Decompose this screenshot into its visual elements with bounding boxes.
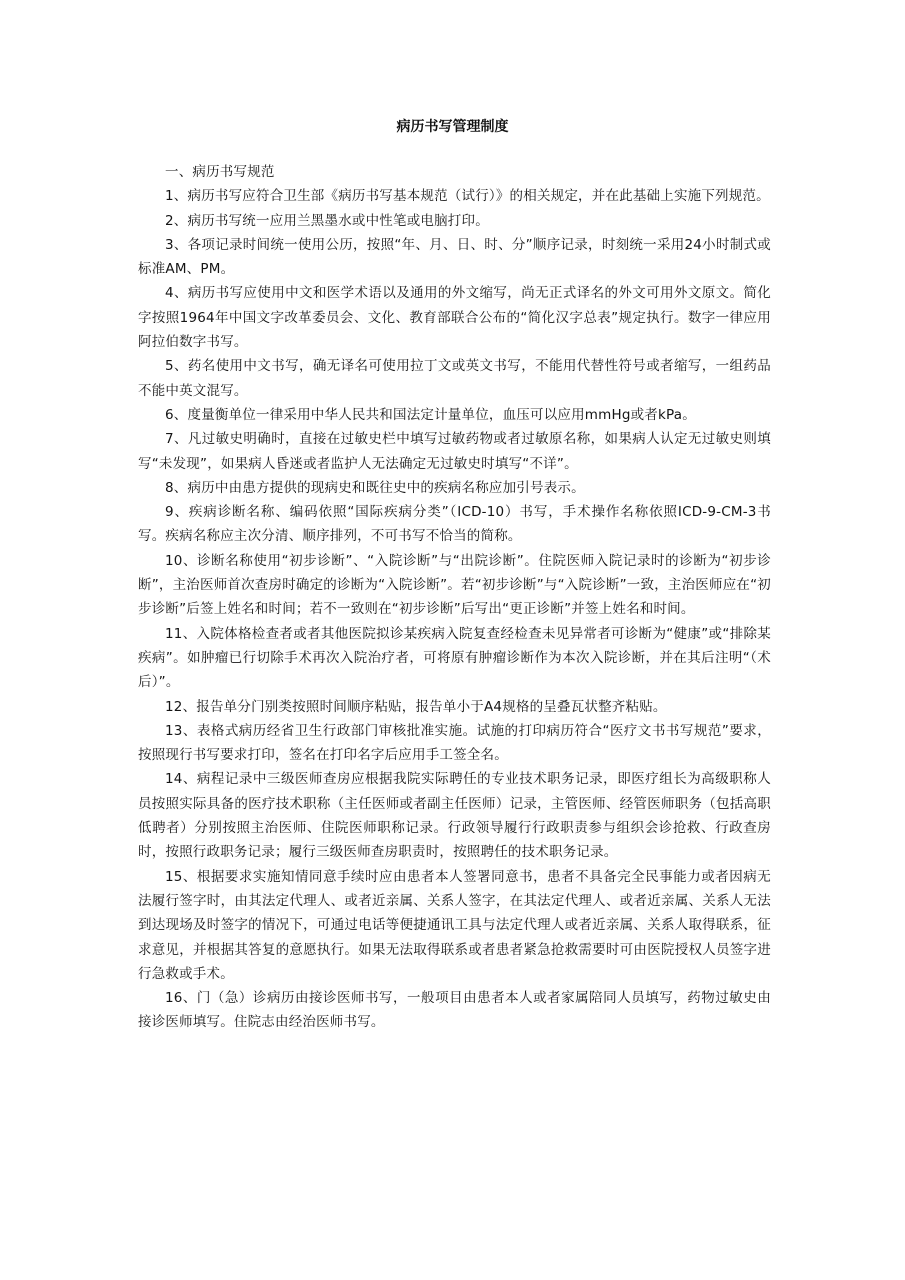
document-title: 病历书写管理制度 bbox=[396, 119, 509, 135]
paragraph-1: 1、病历书写应符合卫生部《病历书写基本规范（试行）》的相关规定，并在此基础上实施下列规范。 bbox=[165, 188, 770, 205]
paragraph-13: 13、表格式病历经省卫生行政部门审核批准实施。试施的打印病历符合“医疗文书书写规范”要求，按照现行书写要求打印，签名在打印名字后应用手工签全名。 bbox=[138, 722, 771, 764]
document-body bbox=[138, 160, 771, 1035]
paragraph-10: 10、诊断名称使用“初步诊断”、“入院诊断”与“出院诊断”。住院医师入院记录时的诊断为“初步诊断”，主治医师首次查房时确定的诊断为“入院诊断”。若“初步诊断”与“入院诊断”一致，主治医师应在“初步诊断”后签上姓名和时间；若不一致则在“初步诊断”后写出“更正诊断”并签上姓名和时间。 bbox=[138, 552, 771, 618]
paragraph-5: 5、药名使用中文书写，确无译名可使用拉丁文或英文书写，不能用代替性符号或者缩写，一组药品不能中英文混写。 bbox=[138, 358, 771, 399]
paragraph-14: 14、病程记录中三级医师查房应根据我院实际聘任的专业技术职务记录，即医疗组长为高级职称人员按照实际具备的医疗技术职称（主任医师或者副主任医师）记录，主管医师、经管医师职务（包括高职低聘者）分别按照主治医师、住院医师职称记录。行政领导履行行政职责参与组织会诊抢救、行政查房时，按照行政职务记录；履行三级医师查房职责时，按照聘任的技术职务记录。 bbox=[138, 771, 771, 861]
paragraph-6: 6、度量衡单位一律采用中华人民共和国法定计量单位，血压可以应用mmHg或者kPa。 bbox=[165, 406, 696, 423]
paragraph-7: 7、凡过敏史明确时，直接在过敏史栏中填写过敏药物或者过敏原名称，如果病人认定无过敏史则填写“未发现”，如果病人昏迷或者监护人无法确定无过敏史时填写“不详”。 bbox=[138, 431, 771, 472]
paragraph-8: 8、病历中由患方提供的现病史和既往史中的疾病名称应加引号表示。 bbox=[165, 479, 585, 496]
paragraph-15: 15、根据要求实施知情同意手续时应由患者本人签署同意书，患者不具备完全民事能力或者因病无法履行签字时，由其法定代理人、或者近亲属、关系人签字，在其法定代理人、或者近亲属、关系人无法到达现场及时签字的情况下，可通过电话等便捷通讯工具与法定代理人或者近亲属、关系人取得联系，征求意见，并根据其答复的意愿执行。如果无法取得联系或者患者紧急抢救需要时可由医院授权人员签字进行急救或手术。 bbox=[138, 868, 771, 982]
paragraph-9: 9、疾病诊断名称、编码依照“国际疾病分类”（ICD-10）书写，手术操作名称依照ICD-9-CM-3书写。疾病名称应主次分清、顺序排列，不可书写不恰当的简称。 bbox=[138, 504, 771, 545]
section-heading: 一、病历书写规范 bbox=[165, 164, 275, 180]
paragraph-16: 16、门（急）诊病历由接诊医师书写，一般项目由患者本人或者家属陪同人员填写，药物过敏史由接诊医师填写。住院志由经治医师书写。 bbox=[138, 990, 771, 1031]
paragraph-12: 12、报告单分门别类按照时间顺序粘贴，报告单小于A4规格的呈叠瓦状整齐粘贴。 bbox=[165, 698, 667, 715]
paragraph-2: 2、病历书写统一应用兰黑墨水或中性笔或电脑打印。 bbox=[165, 212, 489, 229]
paragraph-3: 3、各项记录时间统一使用公历，按照“年、月、日、时、分”顺序记录，时刻统一采用24小时制式或标准AM、PM。 bbox=[138, 236, 771, 278]
paragraph-11: 11、入院体格检查者或者其他医院拟诊某疾病入院复查经检查未见异常者可诊断为“健康”或“排除某疾病”。如肿瘤已行切除手术再次入院治疗者，可将原有肿瘤诊断作为本次入院诊断，并在其后注明“（术后）”。 bbox=[138, 625, 771, 691]
paragraph-4: 4、病历书写应使用中文和医学术语以及通用的外文缩写，尚无正式译名的外文可用外文原文。简化字按照1964年中国文字改革委员会、文化、教育部联合公布的“简化汉字总表”规定执行。数字一律应用阿拉伯数字书写。 bbox=[138, 285, 771, 351]
